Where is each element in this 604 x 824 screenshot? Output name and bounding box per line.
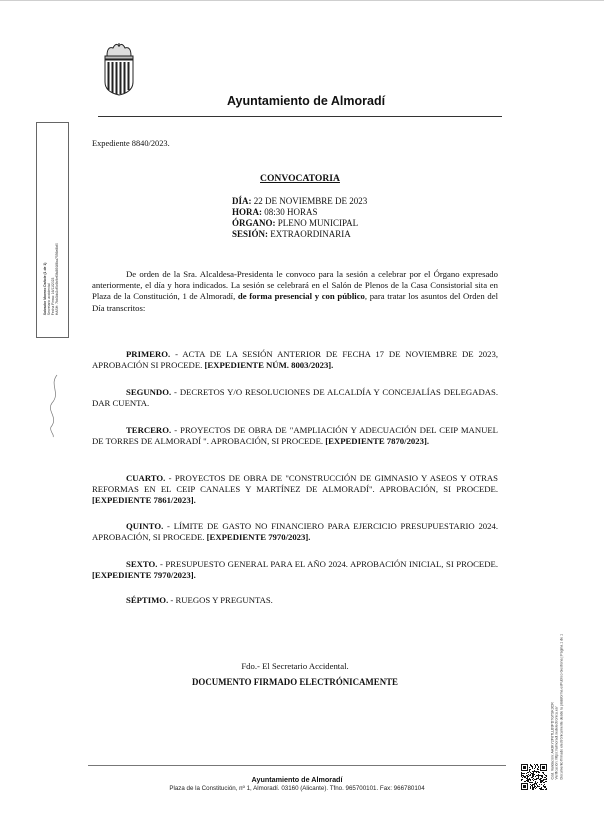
footer-org-name: Ayuntamiento de Almoradí xyxy=(251,775,343,784)
validation-text xyxy=(551,559,564,779)
agenda-item-segundo xyxy=(92,387,498,409)
agenda-item-text: - ACTA DE LA SESIÓN ANTERIOR DE FECHA 17 DE NOVIEMBRE DE 2023, APROBACIÓN SI PROCEDE. xyxy=(92,349,498,371)
organization-title: Ayuntamiento de Almoradí xyxy=(226,94,386,108)
signature-stamp xyxy=(36,122,69,338)
agenda-item-primero xyxy=(92,349,498,371)
signature-line: Fdo.- El Secretario Accidental. xyxy=(241,661,349,671)
footer-divider xyxy=(88,765,506,766)
signature-scribble-icon xyxy=(43,373,65,439)
agenda-item-text: - LÍMITE DE GASTO NO FINANCIERO PARA EJERCICIO PRESUPUESTARIO 2024. APROBACIÓN, SI PROCEDE. xyxy=(92,521,498,543)
agenda-item-label: CUARTO. xyxy=(126,473,166,483)
agenda-item-ref: [EXPEDIENTE 7970/2023]. xyxy=(92,570,196,581)
signer-role: Secretario accidental xyxy=(46,283,51,316)
agenda-item-label: SEXTO. xyxy=(126,559,158,569)
agenda-item-text: - RUEGOS Y PREGUNTAS. xyxy=(168,595,273,605)
agenda-item-ref: [EXPEDIENTE NÚM. 8003/2023]. xyxy=(204,360,334,371)
dia-line xyxy=(232,196,367,207)
sesion-line xyxy=(232,229,367,240)
agenda-item-label: TERCERO. xyxy=(126,425,172,435)
dia-label: DÍA: xyxy=(232,196,252,206)
validation-code: Cód. Validación: AA3KY2P8TLLB9PD7GTSK3CR xyxy=(550,702,555,780)
validation-url[interactable]: Verificación: https://almoradi.sedelectronica.es/ xyxy=(554,706,559,780)
hora-value: 08:30 HORAS xyxy=(262,207,318,217)
agenda-item-text: - PROYECTOS DE OBRA DE "AMPLIACIÓN Y ADECUACIÓN DEL CEIP MANUEL DE TORRES DE ALMORADÍ ". APROBACIÓN, SI PROCEDE. xyxy=(92,425,498,447)
agenda-item-text: - PRESUPUESTO GENERAL PARA EL AÑO 2024. APROBACIÓN INICIAL, SI PROCEDE. xyxy=(157,559,498,569)
footer-address: Plaza de la Constitución, nº 1, Almoradí. 03160 (Alicante). Tfno. 965700101. Fax: 966780104 xyxy=(169,785,425,792)
intro-tail: , para tratar los asuntos del Orden del Día transcritos: xyxy=(92,291,498,313)
signer-name: Salvador Moreno Dañole (1 de 1) xyxy=(42,262,47,316)
agenda-item-label: PRIMERO. xyxy=(126,349,171,359)
convocatoria-title: CONVOCATORIA xyxy=(260,173,340,184)
agenda-item-septimo xyxy=(92,595,498,606)
coat-of-arms-icon xyxy=(99,42,139,96)
agenda-item-label: SEGUNDO. xyxy=(126,387,172,397)
electronic-signature-note: DOCUMENTO FIRMADO ELECTRÓNICAMENTE xyxy=(192,677,398,687)
expediente-number: Expediente 8840/2023. xyxy=(92,139,170,148)
sesion-value: EXTRAORDINARIA xyxy=(268,229,351,239)
intro-paragraph xyxy=(92,269,498,314)
organo-value: PLENO MUNICIPAL xyxy=(275,218,359,228)
hora-line xyxy=(232,207,367,218)
agenda-item-label: QUINTO. xyxy=(126,521,164,531)
agenda-item-text: - DECRETOS Y/O RESOLUCIONES DE ALCALDÍA Y CONCEJALÍAS DELEGADAS. DAR CUENTA. xyxy=(92,387,498,409)
agenda-item-label: SÉPTIMO. xyxy=(126,595,169,605)
signature-stamp-text xyxy=(43,135,59,315)
intro-text: De orden de la Sra. Alcaldesa-Presidenta le convoco para la sesión a celebrar por el Órgano expresado anteriormente, el día y hora indicados. La sesión se celebrará en el Salón de Plenos de la Casa Consistorial sita en Plaza de la Constitución, 1 de Almoradí, xyxy=(92,269,498,302)
agenda-item-ref: [EXPEDIENTE 7970/2023]. xyxy=(206,532,311,543)
intro-bold: de forma presencial y con público xyxy=(237,291,365,302)
organo-label: ÓRGANO: xyxy=(232,218,276,228)
agenda-item-text: - PROYECTOS DE OBRA DE "CONSTRUCCIÓN DE GIMNASIO Y ASEOS Y OTRAS REFORMAS EN EL CEIP CANALES Y MARTÍNEZ DE ALMORADÍ". APROBACIÓN, SI PROCEDE. xyxy=(92,473,498,495)
sesion-label: SESIÓN: xyxy=(232,229,269,239)
signature-hash: HASH: 7bb3bb2cf5c9b9ef3fd891f8ba7556e8bf0 xyxy=(55,242,60,316)
header-divider xyxy=(98,116,502,117)
qr-code-icon[interactable] xyxy=(521,764,547,790)
signature-date: Fecha Firma: 16/11/2023 xyxy=(51,277,55,316)
top-border xyxy=(0,0,604,1)
agenda-item-quinto xyxy=(92,521,498,543)
hora-label: HORA: xyxy=(232,207,262,217)
agenda-item-sexto xyxy=(92,559,498,581)
session-details xyxy=(232,196,367,240)
agenda-item-ref: [EXPEDIENTE 7870/2023]. xyxy=(325,436,430,447)
validation-platform: Documento firmado electrónicamente desde la plataforma esPublico Gestiona | Página 1 de 1 xyxy=(559,633,564,780)
agenda-item-cuarto xyxy=(92,473,498,507)
agenda-item-tercero xyxy=(92,425,498,447)
agenda-item-ref: [EXPEDIENTE 7861/2023]. xyxy=(92,495,196,506)
organo-line xyxy=(232,218,367,229)
dia-value: 22 DE NOVIEMBRE DE 2023 xyxy=(251,196,368,206)
